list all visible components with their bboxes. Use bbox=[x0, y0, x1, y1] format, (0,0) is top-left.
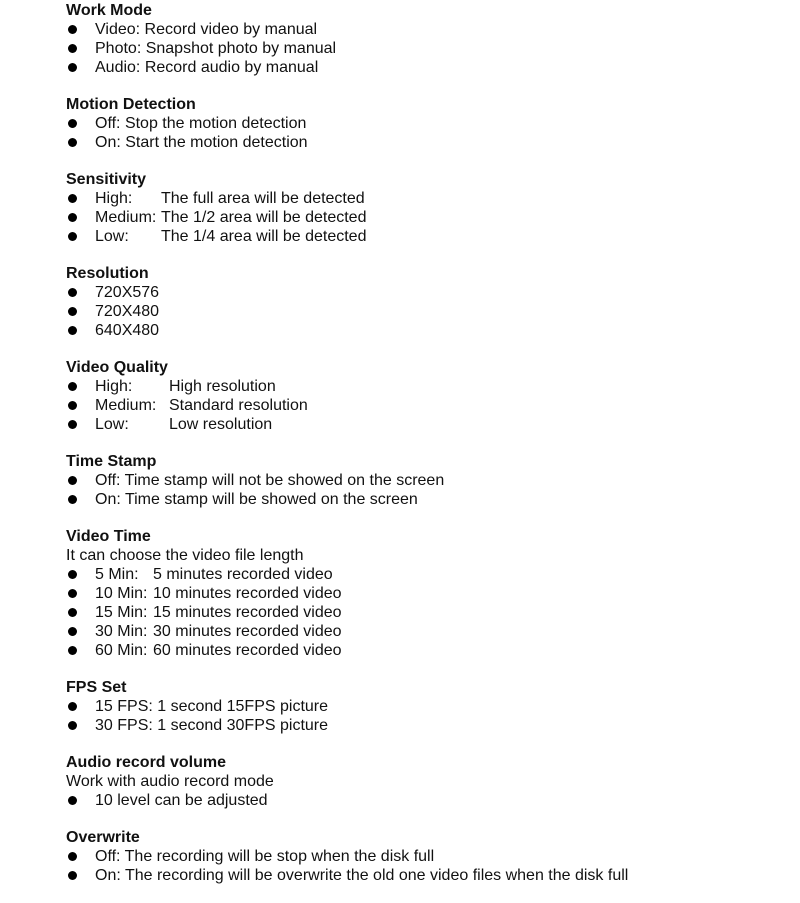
section-heading: Video Quality bbox=[66, 359, 168, 376]
bullet-icon bbox=[68, 420, 77, 429]
section-motion-detection bbox=[66, 95, 786, 152]
option-description: 15 minutes recorded video bbox=[153, 604, 342, 621]
option-label: High: bbox=[95, 378, 133, 395]
bullet-icon bbox=[68, 382, 77, 391]
bullet-icon bbox=[68, 495, 77, 504]
option-description: 30 minutes recorded video bbox=[153, 623, 342, 640]
section-heading: Sensitivity bbox=[66, 171, 147, 188]
bullet-icon bbox=[68, 326, 77, 335]
option-description: The full area will be detected bbox=[161, 190, 365, 207]
list-item-text: On: The recording will be overwrite the old one video files when the disk full bbox=[95, 867, 629, 884]
bullet-icon bbox=[68, 44, 77, 53]
section-heading: Video Time bbox=[66, 528, 151, 545]
list-item-text: 640X480 bbox=[95, 322, 160, 339]
bullet-icon bbox=[68, 796, 77, 805]
option-label: High: bbox=[95, 190, 133, 207]
list-item-text: 10 level can be adjusted bbox=[95, 792, 268, 809]
section-audio-record-volume bbox=[66, 753, 786, 810]
section-heading: Audio record volume bbox=[66, 754, 227, 771]
list-item bbox=[66, 396, 786, 415]
section-heading: Overwrite bbox=[66, 829, 140, 846]
list-item bbox=[66, 415, 786, 434]
list-item bbox=[66, 321, 786, 340]
option-description: Standard resolution bbox=[169, 397, 308, 414]
bullet-icon bbox=[68, 721, 77, 730]
bullet-icon bbox=[68, 852, 77, 861]
section-intro: Work with audio record mode bbox=[66, 773, 274, 790]
section-fps-set bbox=[66, 678, 786, 735]
list-item bbox=[66, 189, 786, 208]
list-item-text: 720X480 bbox=[95, 303, 160, 320]
list-item-text: On: Time stamp will be showed on the screen bbox=[95, 491, 418, 508]
list-item bbox=[66, 791, 786, 810]
bullet-icon bbox=[68, 288, 77, 297]
bullet-icon bbox=[68, 307, 77, 316]
bullet-list bbox=[66, 189, 786, 246]
bullet-list bbox=[66, 377, 786, 434]
bullet-icon bbox=[68, 213, 77, 222]
bullet-icon bbox=[68, 232, 77, 241]
section-heading: FPS Set bbox=[66, 679, 127, 696]
bullet-icon bbox=[68, 138, 77, 147]
section-sensitivity bbox=[66, 170, 786, 246]
list-item bbox=[66, 227, 786, 246]
option-description: 60 minutes recorded video bbox=[153, 642, 342, 659]
list-item bbox=[66, 490, 786, 509]
bullet-icon bbox=[68, 63, 77, 72]
bullet-list bbox=[66, 114, 786, 152]
option-description: The 1/4 area will be detected bbox=[161, 228, 367, 245]
option-description: 5 minutes recorded video bbox=[153, 566, 333, 583]
bullet-list bbox=[66, 20, 786, 77]
option-label: Low: bbox=[95, 228, 129, 245]
list-item bbox=[66, 133, 786, 152]
option-description: High resolution bbox=[169, 378, 276, 395]
list-item-text: Audio: Record audio by manual bbox=[95, 59, 319, 76]
bullet-list bbox=[66, 847, 786, 885]
section-intro: It can choose the video file length bbox=[66, 547, 304, 564]
list-item bbox=[66, 847, 786, 866]
list-item bbox=[66, 697, 786, 716]
list-item-text: 30 FPS: 1 second 30FPS picture bbox=[95, 717, 329, 734]
list-item-text: Video: Record video by manual bbox=[95, 21, 318, 38]
list-item bbox=[66, 603, 786, 622]
list-item bbox=[66, 377, 786, 396]
list-item-text: 720X576 bbox=[95, 284, 160, 301]
list-item bbox=[66, 208, 786, 227]
list-item-text: Off: Time stamp will not be showed on the screen bbox=[95, 472, 445, 489]
list-item bbox=[66, 471, 786, 490]
bullet-icon bbox=[68, 646, 77, 655]
bullet-icon bbox=[68, 627, 77, 636]
option-description: Low resolution bbox=[169, 416, 273, 433]
section-heading: Motion Detection bbox=[66, 96, 196, 113]
section-heading: Time Stamp bbox=[66, 453, 157, 470]
list-item bbox=[66, 622, 786, 641]
option-label: Medium: bbox=[95, 209, 157, 226]
list-item bbox=[66, 866, 786, 885]
section-video-time bbox=[66, 527, 786, 660]
list-item bbox=[66, 58, 786, 77]
bullet-list bbox=[66, 283, 786, 340]
option-label: 60 Min: bbox=[95, 642, 148, 659]
list-item-text: Off: Stop the motion detection bbox=[95, 115, 307, 132]
bullet-list bbox=[66, 565, 786, 660]
list-item-text: Off: The recording will be stop when the disk full bbox=[95, 848, 435, 865]
bullet-icon bbox=[68, 476, 77, 485]
option-label: 30 Min: bbox=[95, 623, 148, 640]
list-item-text: 15 FPS: 1 second 15FPS picture bbox=[95, 698, 329, 715]
section-resolution bbox=[66, 264, 786, 340]
list-item bbox=[66, 641, 786, 660]
section-time-stamp bbox=[66, 452, 786, 509]
option-description: The 1/2 area will be detected bbox=[161, 209, 367, 226]
list-item bbox=[66, 584, 786, 603]
bullet-icon bbox=[68, 608, 77, 617]
list-item bbox=[66, 716, 786, 735]
bullet-icon bbox=[68, 401, 77, 410]
list-item bbox=[66, 302, 786, 321]
list-item bbox=[66, 565, 786, 584]
option-label: 15 Min: bbox=[95, 604, 148, 621]
option-label: 5 Min: bbox=[95, 566, 139, 583]
settings-document bbox=[66, 1, 786, 903]
bullet-icon bbox=[68, 194, 77, 203]
bullet-icon bbox=[68, 871, 77, 880]
section-heading: Work Mode bbox=[66, 2, 152, 19]
list-item bbox=[66, 114, 786, 133]
list-item bbox=[66, 283, 786, 302]
bullet-icon bbox=[68, 119, 77, 128]
bullet-list bbox=[66, 791, 786, 810]
section-overwrite bbox=[66, 828, 786, 885]
option-label: 10 Min: bbox=[95, 585, 148, 602]
bullet-icon bbox=[68, 702, 77, 711]
bullet-icon bbox=[68, 25, 77, 34]
option-description: 10 minutes recorded video bbox=[153, 585, 342, 602]
section-heading: Resolution bbox=[66, 265, 149, 282]
bullet-icon bbox=[68, 589, 77, 598]
section-work-mode bbox=[66, 1, 786, 77]
option-label: Low: bbox=[95, 416, 129, 433]
section-video-quality bbox=[66, 358, 786, 434]
list-item-text: Photo: Snapshot photo by manual bbox=[95, 40, 337, 57]
bullet-icon bbox=[68, 570, 77, 579]
list-item bbox=[66, 20, 786, 39]
list-item bbox=[66, 39, 786, 58]
bullet-list bbox=[66, 471, 786, 509]
option-label: Medium: bbox=[95, 397, 157, 414]
bullet-list bbox=[66, 697, 786, 735]
list-item-text: On: Start the motion detection bbox=[95, 134, 308, 151]
